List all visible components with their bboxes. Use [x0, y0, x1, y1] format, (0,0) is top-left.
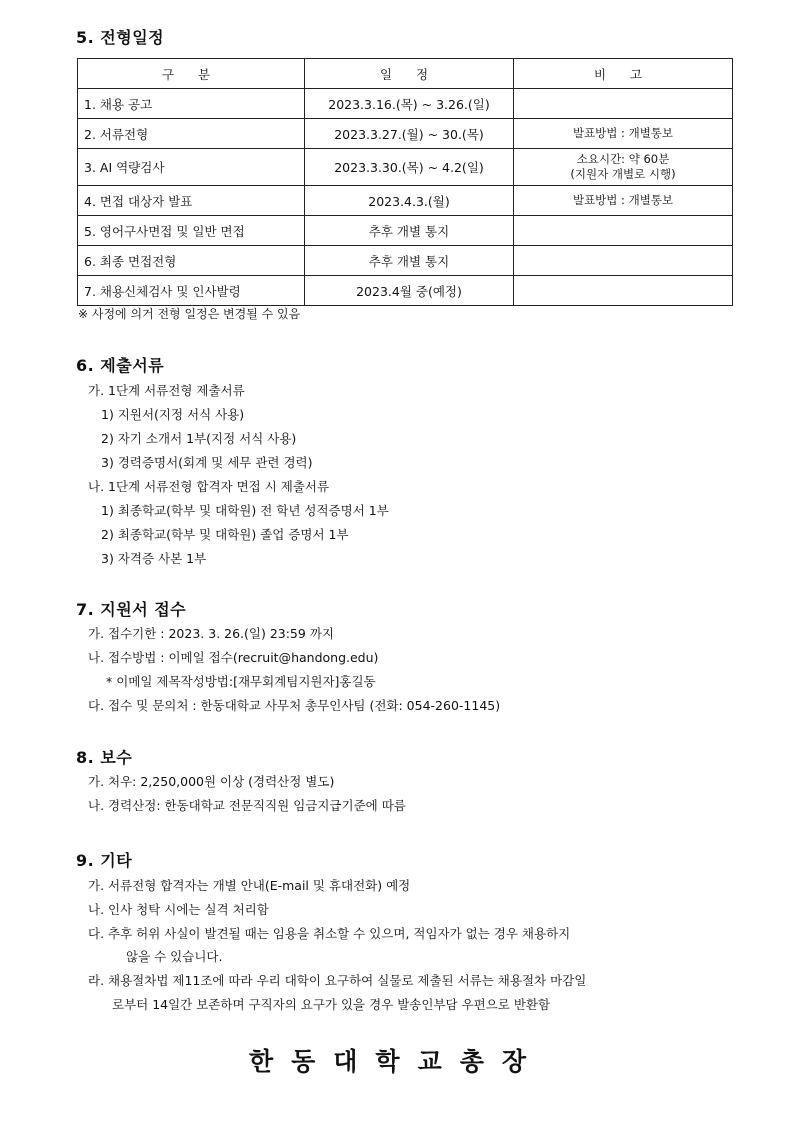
- section5-title: 5. 전형일정: [76, 28, 165, 47]
- list-item: 다. 추후 허위 사실이 발견될 때는 임용을 취소할 수 있으며, 적임자가 없는 경우 채용하지: [88, 926, 571, 941]
- list-item: * 이메일 제목작성방법:[재무회계팀지원자]홍길동: [106, 674, 376, 689]
- schedule-note: ※ 사정에 의거 전형 일정은 변경될 수 있음: [78, 307, 301, 321]
- row-schedule: 2023.3.30.(목) ~ 4.2(일): [305, 149, 514, 186]
- list-item: 3) 경력증명서(회계 및 세무 관련 경력): [101, 455, 313, 470]
- schedule-table: [77, 58, 733, 306]
- row-schedule: 추후 개별 통지: [305, 216, 514, 246]
- section8-title: 8. 보수: [76, 748, 133, 767]
- list-item: 1) 지원서(지정 서식 사용): [101, 407, 245, 422]
- row-remarks: 소요시간: 약 60분 (지원자 개별로 시행): [514, 149, 733, 186]
- table-row: [78, 246, 733, 276]
- row-remarks: [514, 216, 733, 246]
- list-item: 가. 1단계 서류전형 제출서류: [88, 383, 245, 398]
- list-item: 나. 접수방법 : 이메일 접수(recruit@handong.edu): [88, 650, 379, 665]
- header-schedule: 일 정: [305, 59, 514, 89]
- list-item: 가. 처우: 2,250,000원 이상 (경력산정 별도): [88, 774, 335, 789]
- list-item: 2) 자기 소개서 1부(지정 서식 사용): [101, 431, 297, 446]
- list-item: 나. 경력산정: 한동대학교 전문직직원 임금지급기준에 따름: [88, 798, 406, 813]
- row-category: 7. 채용신체검사 및 인사발령: [78, 276, 305, 306]
- row-schedule: 추후 개별 통지: [305, 246, 514, 276]
- list-item: 2) 최종학교(학부 및 대학원) 졸업 증명서 1부: [101, 527, 349, 542]
- table-header-row: [78, 59, 733, 89]
- list-item: 나. 1단계 서류전형 합격자 면접 시 제출서류: [88, 479, 330, 494]
- list-item: 가. 서류전형 합격자는 개별 안내(E-mail 및 휴대전화) 예정: [88, 878, 411, 893]
- list-item: 3) 자격증 사본 1부: [101, 551, 207, 566]
- row-remarks: [514, 276, 733, 306]
- row-category: 3. AI 역량검사: [78, 149, 305, 186]
- list-item: 라. 채용절차법 제11조에 따라 우리 대학이 요구하여 실물로 제출된 서류는 채용절차 마감일: [88, 973, 587, 988]
- section9-title: 9. 기타: [76, 851, 133, 870]
- row-remarks: 발표방법 : 개별통보: [514, 186, 733, 216]
- list-item: 않을 수 있습니다.: [126, 949, 223, 964]
- row-schedule: 2023.4.3.(월): [305, 186, 514, 216]
- row-category: 1. 채용 공고: [78, 89, 305, 119]
- row-schedule: 2023.4월 중(예정): [305, 276, 514, 306]
- list-item: 가. 접수기한 : 2023. 3. 26.(일) 23:59 까지: [88, 626, 334, 641]
- header-remarks: 비 고: [514, 59, 733, 89]
- table-row: [78, 119, 733, 149]
- row-category: 4. 면접 대상자 발표: [78, 186, 305, 216]
- row-remarks: [514, 246, 733, 276]
- row-category: 5. 영어구사면접 및 일반 면접: [78, 216, 305, 246]
- table-row: [78, 216, 733, 246]
- list-item: 1) 최종학교(학부 및 대학원) 전 학년 성적증명서 1부: [101, 503, 389, 518]
- table-row: [78, 149, 733, 186]
- issuer-signature: 한동대학교총장: [248, 1047, 545, 1076]
- row-category: 6. 최종 면접전형: [78, 246, 305, 276]
- row-schedule: 2023.3.16.(목) ~ 3.26.(일): [305, 89, 514, 119]
- list-item: 다. 접수 및 문의처 : 한동대학교 사무처 총무인사팀 (전화: 054-260-1145): [88, 698, 501, 713]
- list-item: 나. 인사 청탁 시에는 실격 처리함: [88, 902, 269, 917]
- table-row: [78, 89, 733, 119]
- table-row: [78, 186, 733, 216]
- section6-title: 6. 제출서류: [76, 356, 165, 375]
- row-remarks: [514, 89, 733, 119]
- row-schedule: 2023.3.27.(월) ~ 30.(목): [305, 119, 514, 149]
- list-item: 로부터 14일간 보존하며 구직자의 요구가 있을 경우 발송인부담 우편으로 반환함: [112, 997, 551, 1012]
- row-remarks: 발표방법 : 개별통보: [514, 119, 733, 149]
- header-category: 구 분: [78, 59, 305, 89]
- table-row: [78, 276, 733, 306]
- section7-title: 7. 지원서 접수: [76, 600, 187, 619]
- row-category: 2. 서류전형: [78, 119, 305, 149]
